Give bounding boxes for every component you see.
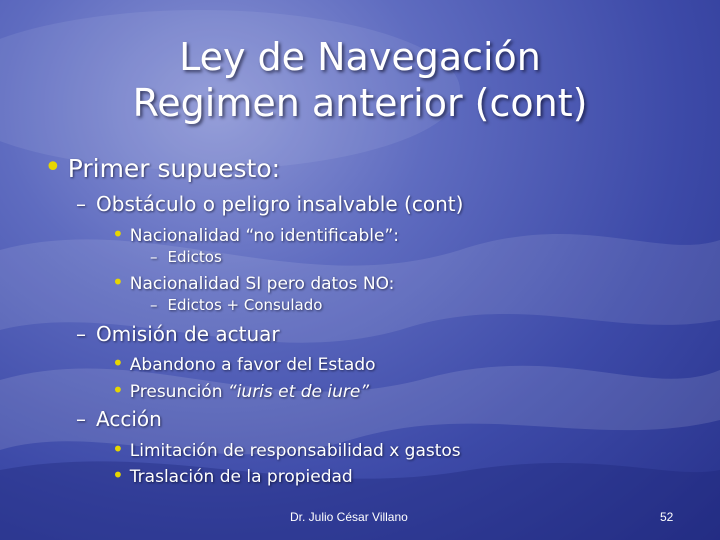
subsubitem-traslacion xyxy=(112,463,353,487)
slide-title xyxy=(0,34,720,126)
dash-icon: – xyxy=(150,296,158,314)
bullet-icon: • xyxy=(112,222,124,246)
level4-text: Edictos + Consulado xyxy=(167,296,323,314)
dash-icon: – xyxy=(76,407,86,431)
bullet-icon: • xyxy=(44,150,62,185)
subsubitem-text: Presunción xyxy=(129,382,228,402)
page-number: 52 xyxy=(660,510,674,524)
bullet-primer-supuesto xyxy=(44,150,280,185)
bullet-icon: • xyxy=(112,437,124,461)
subitem-obstaculo xyxy=(76,192,463,216)
subsubitem-text: Nacionalidad SI pero datos NO: xyxy=(129,274,395,294)
level4-edictos xyxy=(150,248,222,266)
subitem-accion xyxy=(76,407,162,431)
title-line-1: Ley de Navegación xyxy=(179,35,541,79)
bullet-icon: • xyxy=(112,351,124,375)
latin-phrase: “iuris et de iure” xyxy=(227,382,370,402)
footer-author: Dr. Julio César Villano xyxy=(290,510,408,524)
bullet-text: Primer supuesto: xyxy=(67,154,281,183)
subitem-text: Obstáculo o peligro insalvable (cont) xyxy=(96,192,464,216)
bullet-icon: • xyxy=(112,270,124,294)
dash-icon: – xyxy=(76,322,86,346)
subitem-omision xyxy=(76,322,280,346)
subitem-text: Omisión de actuar xyxy=(96,322,280,346)
bullet-icon: • xyxy=(112,378,124,402)
dash-icon: – xyxy=(150,248,158,266)
level4-text: Edictos xyxy=(167,248,222,266)
subsubitem-text: Traslación de la propiedad xyxy=(129,467,353,487)
title-line-2: Regimen anterior (cont) xyxy=(132,81,588,125)
subsubitem-abandono xyxy=(112,351,376,375)
subsubitem-no-identificable xyxy=(112,222,399,246)
dash-icon: – xyxy=(76,192,86,216)
subsubitem-presuncion xyxy=(112,378,369,402)
subitem-text: Acción xyxy=(96,407,162,431)
subsubitem-datos-no xyxy=(112,270,394,294)
subsubitem-text: Nacionalidad “no identificable”: xyxy=(129,226,400,246)
level4-edictos-consulado xyxy=(150,296,322,314)
subsubitem-text: Abandono a favor del Estado xyxy=(129,355,376,375)
subsubitem-text: Limitación de responsabilidad x gastos xyxy=(129,441,461,461)
subsubitem-limitacion xyxy=(112,437,461,461)
bullet-icon: • xyxy=(112,463,124,487)
